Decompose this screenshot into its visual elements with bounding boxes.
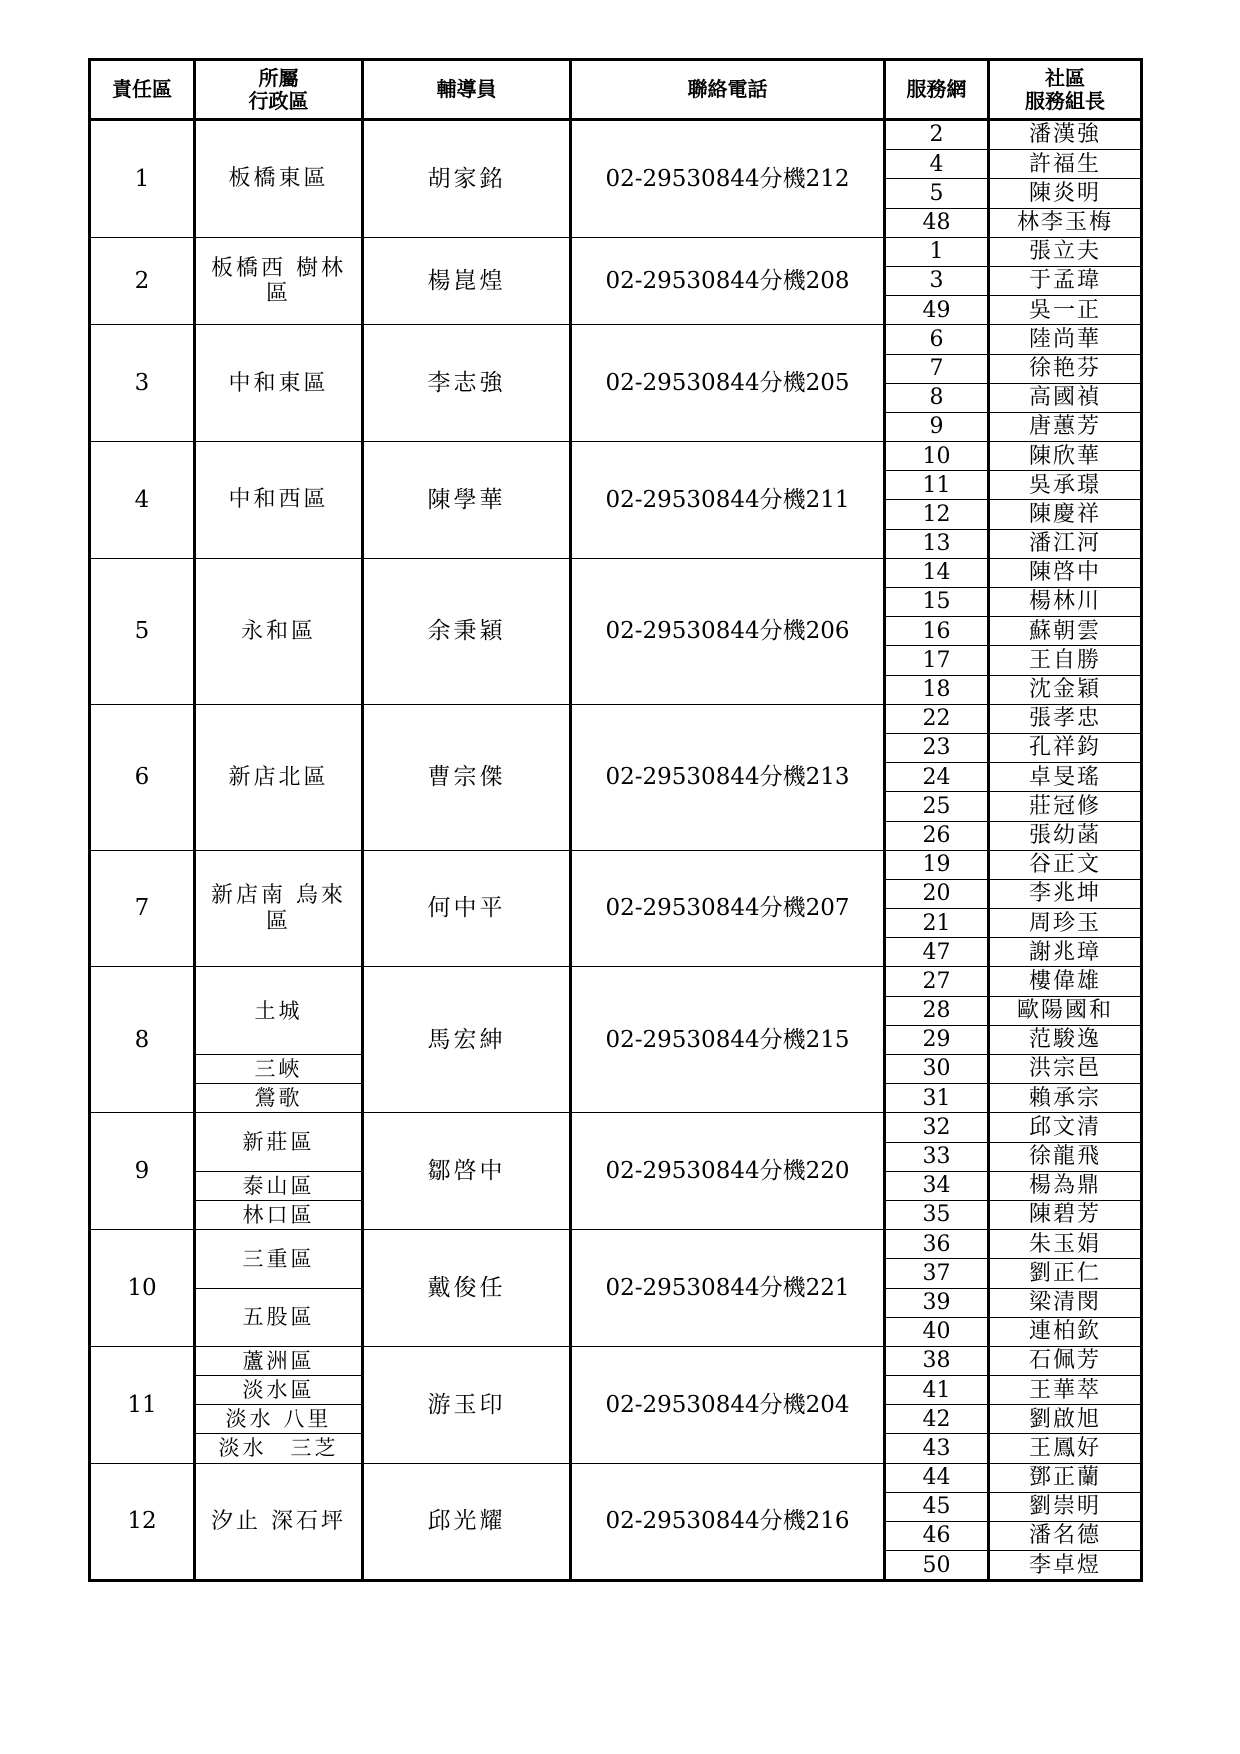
- district-name: [195, 1171, 363, 1200]
- community-leader-name: 梁清閔: [989, 1288, 1142, 1317]
- community-leader-name: 陳炎明: [989, 179, 1142, 208]
- community-leader-name: 吳承璟: [989, 471, 1142, 500]
- district-label: 中和東區: [228, 370, 329, 396]
- table-row: [90, 1230, 1142, 1259]
- service-network-number: 29: [885, 1025, 989, 1054]
- community-leader-name: 王自勝: [989, 646, 1142, 675]
- district-name: [195, 850, 363, 967]
- contact-phone: 02-29530844分機221: [571, 1230, 885, 1347]
- community-leader-name: 卓旻瑤: [989, 763, 1142, 792]
- counselor-name: 何中平: [363, 850, 571, 967]
- table-row: [90, 850, 1142, 879]
- area-number: 1: [90, 120, 195, 238]
- table-row: [90, 120, 1142, 150]
- area-number: 12: [90, 1463, 195, 1581]
- contact-phone: 02-29530844分機216: [571, 1463, 885, 1581]
- counselor-name: 馬宏紳: [363, 967, 571, 1113]
- district-label: 淡水 八里: [225, 1407, 332, 1432]
- counselor-name: 楊崑煌: [363, 237, 571, 325]
- area-number: 8: [90, 967, 195, 1113]
- district-name: [195, 1230, 363, 1288]
- service-network-number: 20: [885, 879, 989, 908]
- service-network-number: 31: [885, 1084, 989, 1113]
- table-row: [90, 967, 1142, 996]
- district-label: 新莊區: [242, 1129, 315, 1154]
- district-label: 中和西區: [228, 487, 329, 513]
- community-leader-name: 陳碧芳: [989, 1200, 1142, 1229]
- header-district-line1: 所屬: [258, 65, 299, 90]
- header-leader: [989, 60, 1142, 120]
- community-leader-name: 陳欣華: [989, 442, 1142, 471]
- community-leader-name: 王鳳好: [989, 1434, 1142, 1463]
- district-name: [195, 1346, 363, 1375]
- community-leader-name: 潘漢強: [989, 120, 1142, 150]
- service-network-number: 44: [885, 1463, 989, 1492]
- community-leader-name: 莊冠修: [989, 792, 1142, 821]
- area-number: 7: [90, 850, 195, 967]
- service-network-number: 10: [885, 442, 989, 471]
- service-network-number: 49: [885, 296, 989, 325]
- community-leader-name: 邱文清: [989, 1113, 1142, 1142]
- service-network-number: 35: [885, 1200, 989, 1229]
- community-leader-name: 周珍玉: [989, 909, 1142, 938]
- district-name: [195, 120, 363, 238]
- district-label: 三峽: [254, 1057, 303, 1082]
- service-network-number: 42: [885, 1405, 989, 1434]
- community-leader-name: 李卓煜: [989, 1551, 1142, 1581]
- area-number: 11: [90, 1346, 195, 1463]
- service-network-number: 47: [885, 938, 989, 967]
- community-leader-name: 劉啟旭: [989, 1405, 1142, 1434]
- district-name: [195, 442, 363, 559]
- district-name: [195, 1288, 363, 1346]
- district-name: [195, 1434, 363, 1463]
- service-network-number: 33: [885, 1142, 989, 1171]
- community-leader-name: 陳啓中: [989, 558, 1142, 587]
- service-network-number: 34: [885, 1171, 989, 1200]
- service-network-number: 38: [885, 1346, 989, 1375]
- community-leader-name: 李兆坤: [989, 879, 1142, 908]
- service-network-number: 45: [885, 1492, 989, 1521]
- community-leader-name: 于孟瑋: [989, 266, 1142, 295]
- counselor-name: 胡家銘: [363, 120, 571, 238]
- district-label: 土城: [254, 998, 303, 1023]
- district-name: [195, 1055, 363, 1084]
- counselor-name: 余秉穎: [363, 558, 571, 704]
- service-network-number: 19: [885, 850, 989, 879]
- service-network-number: 22: [885, 704, 989, 733]
- table-header-row: [90, 60, 1142, 120]
- community-leader-name: 楊為鼎: [989, 1171, 1142, 1200]
- service-network-number: 12: [885, 500, 989, 529]
- area-number: 4: [90, 442, 195, 559]
- service-network-number: 11: [885, 471, 989, 500]
- area-number: 9: [90, 1113, 195, 1230]
- contact-phone: 02-29530844分機208: [571, 237, 885, 325]
- community-leader-name: 陳慶祥: [989, 500, 1142, 529]
- header-network: 服務網: [885, 60, 989, 120]
- district-label: 五股區: [242, 1305, 315, 1330]
- header-phone: 聯絡電話: [571, 60, 885, 120]
- service-network-number: 43: [885, 1434, 989, 1463]
- service-network-number: 27: [885, 967, 989, 996]
- district-label: 淡水 三芝: [218, 1436, 339, 1461]
- contact-phone: 02-29530844分機204: [571, 1346, 885, 1463]
- district-label: 汐止 深石坪: [211, 1508, 346, 1534]
- contact-phone: 02-29530844分機207: [571, 850, 885, 967]
- district-label: 新店北區: [228, 764, 329, 790]
- district-name: [195, 1200, 363, 1229]
- district-label: 板橋東區: [228, 166, 329, 192]
- service-network-number: 37: [885, 1259, 989, 1288]
- community-leader-name: 蘇朝雲: [989, 617, 1142, 646]
- area-number: 3: [90, 325, 195, 442]
- community-leader-name: 王華萃: [989, 1376, 1142, 1405]
- service-network-number: 13: [885, 529, 989, 558]
- table-row: [90, 442, 1142, 471]
- service-network-number: 28: [885, 996, 989, 1025]
- community-leader-name: 連柏欽: [989, 1317, 1142, 1346]
- service-network-number: 16: [885, 617, 989, 646]
- community-leader-name: 沈金穎: [989, 675, 1142, 704]
- service-network-number: 46: [885, 1522, 989, 1551]
- district-label: 蘆洲區: [242, 1348, 315, 1373]
- district-name: [195, 237, 363, 325]
- community-leader-name: 徐龍飛: [989, 1142, 1142, 1171]
- community-leader-name: 賴承宗: [989, 1084, 1142, 1113]
- district-label: 林口區: [242, 1202, 315, 1227]
- service-network-number: 50: [885, 1551, 989, 1581]
- district-name: [195, 1463, 363, 1581]
- service-network-number: 32: [885, 1113, 989, 1142]
- table-row: [90, 1113, 1142, 1142]
- area-number: 2: [90, 237, 195, 325]
- table-body: [90, 120, 1142, 1581]
- service-network-number: 40: [885, 1317, 989, 1346]
- service-network-number: 3: [885, 266, 989, 295]
- counselor-name: 戴俊任: [363, 1230, 571, 1347]
- header-district-line2: 行政區: [248, 88, 309, 113]
- service-network-number: 25: [885, 792, 989, 821]
- counselor-name: 曹宗傑: [363, 704, 571, 850]
- service-network-number: 7: [885, 354, 989, 383]
- header-leader-line2: 服務組長: [1025, 88, 1105, 113]
- table-row: [90, 325, 1142, 354]
- service-network-number: 41: [885, 1376, 989, 1405]
- community-leader-name: 林李玉梅: [989, 208, 1142, 237]
- header-district: [195, 60, 363, 120]
- service-network-number: 24: [885, 763, 989, 792]
- community-leader-name: 劉正仁: [989, 1259, 1142, 1288]
- community-leader-name: 張立夫: [989, 237, 1142, 266]
- community-leader-name: 陸尚華: [989, 325, 1142, 354]
- table-row: [90, 558, 1142, 587]
- service-network-number: 15: [885, 588, 989, 617]
- district-name: [195, 325, 363, 442]
- community-leader-name: 潘名德: [989, 1522, 1142, 1551]
- area-number: 6: [90, 704, 195, 850]
- service-network-number: 48: [885, 208, 989, 237]
- header-leader-line1: 社區: [1045, 65, 1085, 90]
- responsibility-area-table: [88, 58, 1143, 1582]
- area-number: 5: [90, 558, 195, 704]
- community-leader-name: 楊林川: [989, 588, 1142, 617]
- community-leader-name: 潘江河: [989, 529, 1142, 558]
- contact-phone: 02-29530844分機215: [571, 967, 885, 1113]
- community-leader-name: 樓偉雄: [989, 967, 1142, 996]
- community-leader-name: 許福生: [989, 150, 1142, 179]
- area-number: 10: [90, 1230, 195, 1347]
- service-network-number: 14: [885, 558, 989, 587]
- service-network-number: 4: [885, 150, 989, 179]
- service-network-number: 9: [885, 412, 989, 441]
- district-label: 淡水區: [242, 1378, 315, 1403]
- community-leader-name: 高國禎: [989, 383, 1142, 412]
- community-leader-name: 張孝忠: [989, 704, 1142, 733]
- community-leader-name: 谷正文: [989, 850, 1142, 879]
- service-network-number: 36: [885, 1230, 989, 1259]
- service-network-number: 23: [885, 733, 989, 762]
- service-network-number: 17: [885, 646, 989, 675]
- community-leader-name: 吳一正: [989, 296, 1142, 325]
- community-leader-name: 劉崇明: [989, 1492, 1142, 1521]
- district-label: 三重區: [242, 1246, 315, 1271]
- district-name: [195, 967, 363, 1055]
- counselor-name: 李志強: [363, 325, 571, 442]
- district-name: [195, 1113, 363, 1171]
- contact-phone: 02-29530844分機211: [571, 442, 885, 559]
- community-leader-name: 孔祥鈞: [989, 733, 1142, 762]
- counselor-name: 鄒啓中: [363, 1113, 571, 1230]
- contact-phone: 02-29530844分機206: [571, 558, 885, 704]
- service-network-number: 39: [885, 1288, 989, 1317]
- community-leader-name: 朱玉娟: [989, 1230, 1142, 1259]
- district-name: [195, 558, 363, 704]
- district-label: 永和區: [240, 618, 316, 644]
- district-name: [195, 704, 363, 850]
- contact-phone: 02-29530844分機212: [571, 120, 885, 238]
- counselor-name: 游玉印: [363, 1346, 571, 1463]
- district-name: [195, 1376, 363, 1405]
- district-label: 板橋西 樹林區: [211, 255, 346, 307]
- contact-phone: 02-29530844分機220: [571, 1113, 885, 1230]
- community-leader-name: 范駿逸: [989, 1025, 1142, 1054]
- contact-phone: 02-29530844分機213: [571, 704, 885, 850]
- district-name: [195, 1405, 363, 1434]
- counselor-name: 陳學華: [363, 442, 571, 559]
- community-leader-name: 石佩芳: [989, 1346, 1142, 1375]
- community-leader-name: 謝兆璋: [989, 938, 1142, 967]
- service-network-number: 5: [885, 179, 989, 208]
- community-leader-name: 鄧正蘭: [989, 1463, 1142, 1492]
- table-row: [90, 1463, 1142, 1492]
- table-row: [90, 1346, 1142, 1375]
- service-network-number: 18: [885, 675, 989, 704]
- community-leader-name: 張幼菡: [989, 821, 1142, 850]
- service-network-number: 26: [885, 821, 989, 850]
- district-label: 鶯歌: [254, 1086, 303, 1111]
- community-leader-name: 歐陽國和: [989, 996, 1142, 1025]
- community-leader-name: 唐蕙芳: [989, 412, 1142, 441]
- table-row: [90, 704, 1142, 733]
- service-network-number: 21: [885, 909, 989, 938]
- district-label: 泰山區: [242, 1173, 315, 1198]
- service-network-number: 30: [885, 1055, 989, 1084]
- contact-phone: 02-29530844分機205: [571, 325, 885, 442]
- service-network-number: 8: [885, 383, 989, 412]
- service-network-number: 2: [885, 120, 989, 150]
- table-row: [90, 237, 1142, 266]
- service-network-number: 1: [885, 237, 989, 266]
- counselor-name: 邱光耀: [363, 1463, 571, 1581]
- district-label: 新店南 烏來區: [211, 883, 346, 934]
- header-counselor: 輔導員: [363, 60, 571, 120]
- service-network-number: 6: [885, 325, 989, 354]
- community-leader-name: 洪宗邑: [989, 1055, 1142, 1084]
- district-name: [195, 1084, 363, 1113]
- header-area: 責任區: [90, 60, 195, 120]
- community-leader-name: 徐艳芬: [989, 354, 1142, 383]
